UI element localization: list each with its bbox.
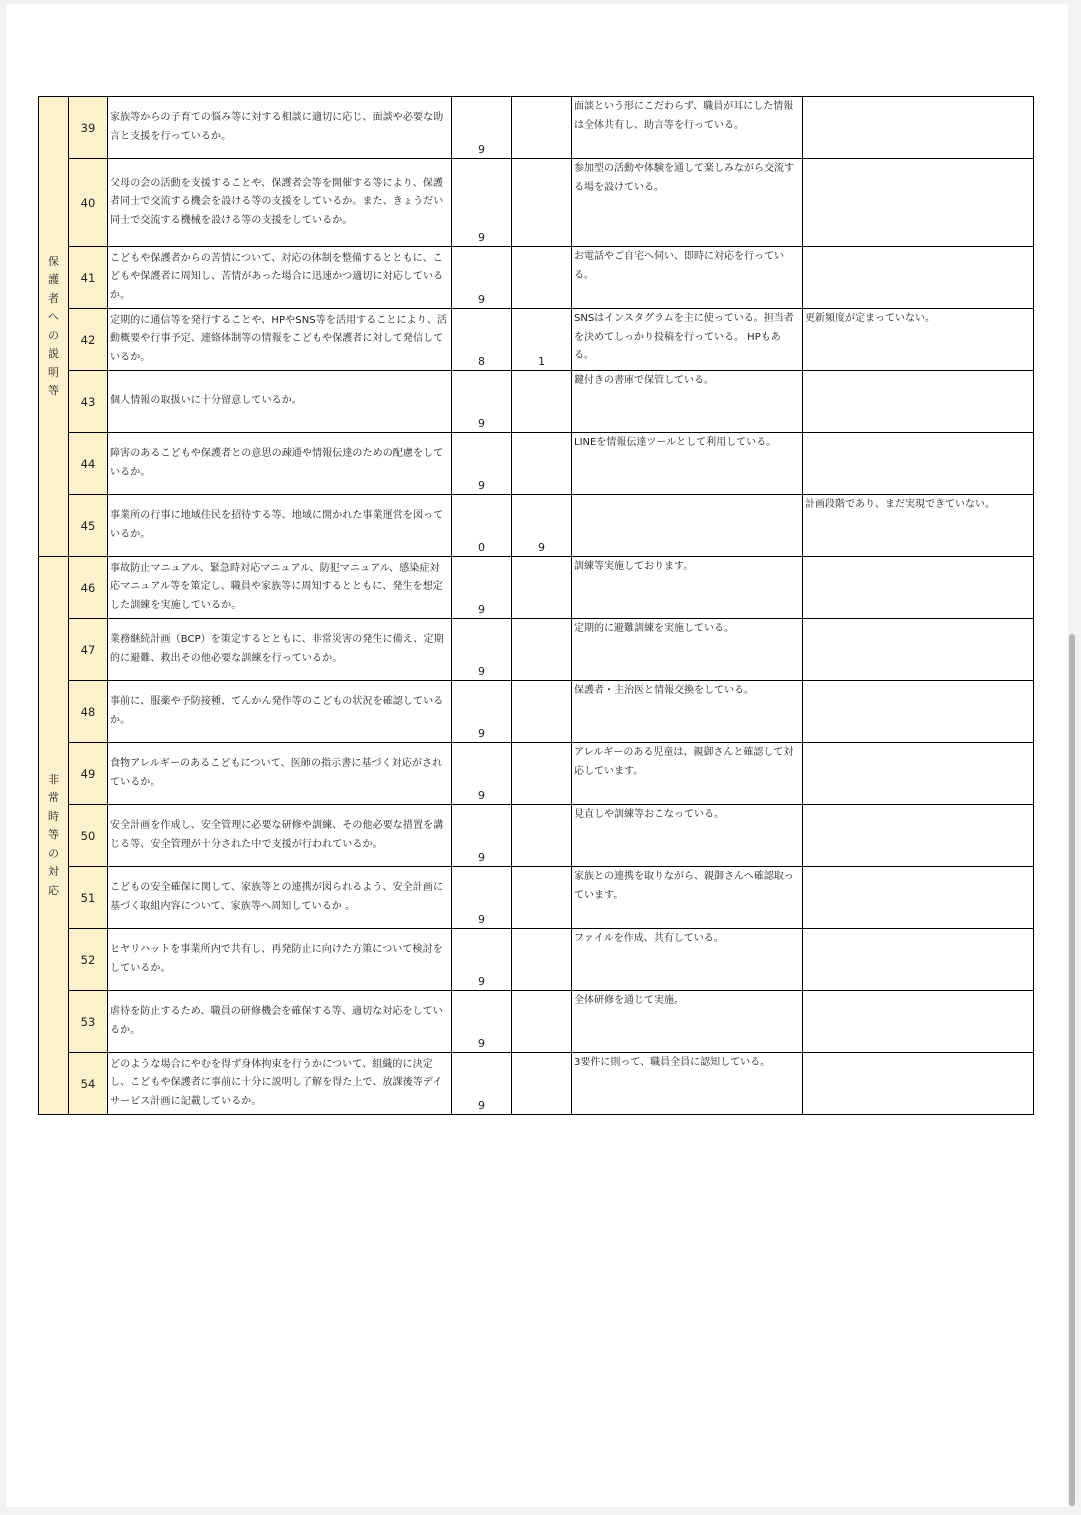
category-char: 応 — [48, 883, 59, 897]
question-text: 障害のあるこどもや保護者との意思の疎通や情報伝達のための配慮をしているか。 — [108, 433, 452, 495]
category-char: 説 — [48, 347, 59, 360]
question-text: 事前に、服薬や予防接種、てんかん発作等のこどもの状況を確認しているか。 — [108, 681, 452, 743]
table-row — [39, 1053, 1034, 1115]
yes-count: 9 — [452, 681, 512, 743]
table-row — [39, 159, 1034, 247]
question-text: 虐待を防止するため、職員の研修機会を確保する等、適切な対応をしているか。 — [108, 991, 452, 1053]
table-row — [39, 557, 1034, 619]
improvement-text — [803, 371, 1034, 433]
evaluation-table — [38, 96, 1034, 1115]
category-char: 者 — [48, 291, 59, 305]
category-char: 護 — [48, 273, 59, 286]
improvement-text — [803, 619, 1034, 681]
improvement-text — [803, 929, 1034, 991]
item-number: 39 — [69, 97, 108, 159]
no-count — [512, 929, 572, 991]
no-count — [512, 97, 572, 159]
effort-text: お電話やご自宅へ伺い、即時に対応を行っている。 — [572, 247, 803, 309]
table-row — [39, 991, 1034, 1053]
item-number: 43 — [69, 371, 108, 433]
no-count — [512, 371, 572, 433]
category-char: 常 — [48, 791, 59, 805]
effort-text: 3要件に則って、職員全員に認知している。 — [572, 1053, 803, 1115]
no-count — [512, 619, 572, 681]
question-text: どのような場合にやむを得ず身体拘束を行うかについて、組織的に決定し、こどもや保護者に事前に十分に説明し了解を得た上で、放課後等デイサービス計画に記載しているか。 — [108, 1053, 452, 1115]
table-row — [39, 805, 1034, 867]
no-count — [512, 557, 572, 619]
improvement-text — [803, 1053, 1034, 1115]
improvement-text — [803, 991, 1034, 1053]
question-text: 個人情報の取扱いに十分留意しているか。 — [108, 371, 452, 433]
item-number: 54 — [69, 1053, 108, 1115]
yes-count: 9 — [452, 247, 512, 309]
effort-text: 参加型の活動や体験を通して楽しみながら交流する場を設けている。 — [572, 159, 803, 247]
question-text: こどもや保護者からの苦情について、対応の体制を整備するとともに、こどもや保護者に周知し、苦情があった場合に迅速かつ適切に対応しているか。 — [108, 247, 452, 309]
table-row — [39, 247, 1034, 309]
no-count — [512, 1053, 572, 1115]
category-char: 明 — [48, 365, 59, 379]
category-cell — [39, 557, 69, 1115]
effort-text: 見直しや訓練等おこなっている。 — [572, 805, 803, 867]
item-number: 46 — [69, 557, 108, 619]
question-text: 家族等からの子育ての悩み等に対する相談に適切に応じ、面談や必要な助言と支援を行っているか。 — [108, 97, 452, 159]
improvement-text: 更新頻度が定まっていない。 — [803, 309, 1034, 371]
no-count — [512, 433, 572, 495]
effort-text: SNSはインスタグラムを主に使っている。担当者を決めてしっかり投稿を行っている。 HPもある。 — [572, 309, 803, 371]
yes-count: 9 — [452, 805, 512, 867]
improvement-text — [803, 867, 1034, 929]
improvement-text — [803, 681, 1034, 743]
effort-text: 家族との連携を取りながら、親御さんへ確認取っています。 — [572, 867, 803, 929]
effort-text: 鍵付きの書庫で保管している。 — [572, 371, 803, 433]
improvement-text — [803, 159, 1034, 247]
improvement-text — [803, 557, 1034, 619]
item-number: 49 — [69, 743, 108, 805]
no-count — [512, 743, 572, 805]
item-number: 45 — [69, 495, 108, 557]
table-row — [39, 867, 1034, 929]
question-text: 定期的に通信等を発行することや、HPやSNS等を活用することにより、活動概要や行事予定、連絡体制等の情報をこどもや保護者に対して発信しているか。 — [108, 309, 452, 371]
yes-count: 9 — [452, 929, 512, 991]
table-row — [39, 97, 1034, 159]
question-text: こどもの安全確保に関して、家族等との連携が図られるよう、安全計画に基づく取組内容について、家族等へ周知しているか 。 — [108, 867, 452, 929]
improvement-text — [803, 433, 1034, 495]
improvement-text: 計画段階であり、まだ実現できていない。 — [803, 495, 1034, 557]
category-char: 非 — [48, 772, 59, 786]
category-char: 対 — [48, 865, 59, 879]
table-row — [39, 371, 1034, 433]
yes-count: 9 — [452, 867, 512, 929]
no-count: 9 — [512, 495, 572, 557]
effort-text: 全体研修を通じて実施。 — [572, 991, 803, 1053]
improvement-text — [803, 97, 1034, 159]
category-char: へ — [48, 310, 59, 323]
no-count — [512, 805, 572, 867]
item-number: 41 — [69, 247, 108, 309]
yes-count: 9 — [452, 1053, 512, 1115]
item-number: 50 — [69, 805, 108, 867]
effort-text: 保護者・主治医と情報交換をしている。 — [572, 681, 803, 743]
question-text: 父母の会の活動を支援することや、保護者会等を開催する等により、保護者同士で交流する機会を設ける等の支援をしているか。また、きょうだい同士で交流する機械を設ける等の支援をしているか。 — [108, 159, 452, 247]
effort-text: LINEを情報伝達ツールとして利用している。 — [572, 433, 803, 495]
yes-count: 8 — [452, 309, 512, 371]
yes-count: 9 — [452, 619, 512, 681]
no-count — [512, 681, 572, 743]
category-char: の — [48, 328, 59, 342]
table-row — [39, 929, 1034, 991]
yes-count: 0 — [452, 495, 512, 557]
item-number: 42 — [69, 309, 108, 371]
question-text: ヒヤリハットを事業所内で共有し、再発防止に向けた方策について検討をしているか。 — [108, 929, 452, 991]
effort-text: アレルギーのある児童は、親御さんと確認して対応しています。 — [572, 743, 803, 805]
improvement-text — [803, 247, 1034, 309]
table-row — [39, 681, 1034, 743]
item-number: 52 — [69, 929, 108, 991]
item-number: 48 — [69, 681, 108, 743]
table-row — [39, 433, 1034, 495]
item-number: 53 — [69, 991, 108, 1053]
no-count — [512, 867, 572, 929]
item-number: 51 — [69, 867, 108, 929]
category-char: 時 — [48, 809, 59, 823]
question-text: 業務継続計画（BCP）を策定するとともに、非常災害の発生に備え、定期的に避難、救出その他必要な訓練を行っているか。 — [108, 619, 452, 681]
improvement-text — [803, 805, 1034, 867]
yes-count: 9 — [452, 743, 512, 805]
category-char: 等 — [48, 828, 59, 842]
category-cell — [39, 97, 69, 557]
table-row — [39, 309, 1034, 371]
table-row — [39, 743, 1034, 805]
improvement-text — [803, 743, 1034, 805]
no-count — [512, 159, 572, 247]
yes-count: 9 — [452, 371, 512, 433]
yes-count: 9 — [452, 159, 512, 247]
question-text: 事故防止マニュアル、緊急時対応マニュアル、防犯マニュアル、感染症対応マニュアル等を策定し、職員や家族等に周知するとともに、発生を想定した訓練を実施しているか。 — [108, 557, 452, 619]
question-text: 事業所の行事に地域住民を招待する等、地域に開かれた事業運営を図っているか。 — [108, 495, 452, 557]
item-number: 44 — [69, 433, 108, 495]
effort-text: 定期的に避難訓練を実施している。 — [572, 619, 803, 681]
item-number: 40 — [69, 159, 108, 247]
no-count: 1 — [512, 309, 572, 371]
table-row — [39, 619, 1034, 681]
yes-count: 9 — [452, 991, 512, 1053]
yes-count: 9 — [452, 557, 512, 619]
category-char: 保 — [48, 254, 59, 268]
yes-count: 9 — [452, 433, 512, 495]
effort-text — [572, 495, 803, 557]
category-char: 等 — [48, 384, 59, 397]
item-number: 47 — [69, 619, 108, 681]
no-count — [512, 247, 572, 309]
yes-count: 9 — [452, 97, 512, 159]
no-count — [512, 991, 572, 1053]
vertical-scrollbar[interactable] — [1069, 634, 1075, 1506]
effort-text: ファイルを作成、共有している。 — [572, 929, 803, 991]
question-text: 安全計画を作成し、安全管理に必要な研修や訓練、その他必要な措置を講じる等、安全管理が十分された中で支援が行われているか。 — [108, 805, 452, 867]
category-char: の — [48, 846, 59, 860]
effort-text: 訓練等実施しております。 — [572, 557, 803, 619]
question-text: 食物アレルギーのあるこどもについて、医師の指示書に基づく対応がされているか。 — [108, 743, 452, 805]
table-row — [39, 495, 1034, 557]
effort-text: 面談という形にこだわらず、職員が耳にした情報は全体共有し、助言等を行っている。 — [572, 97, 803, 159]
